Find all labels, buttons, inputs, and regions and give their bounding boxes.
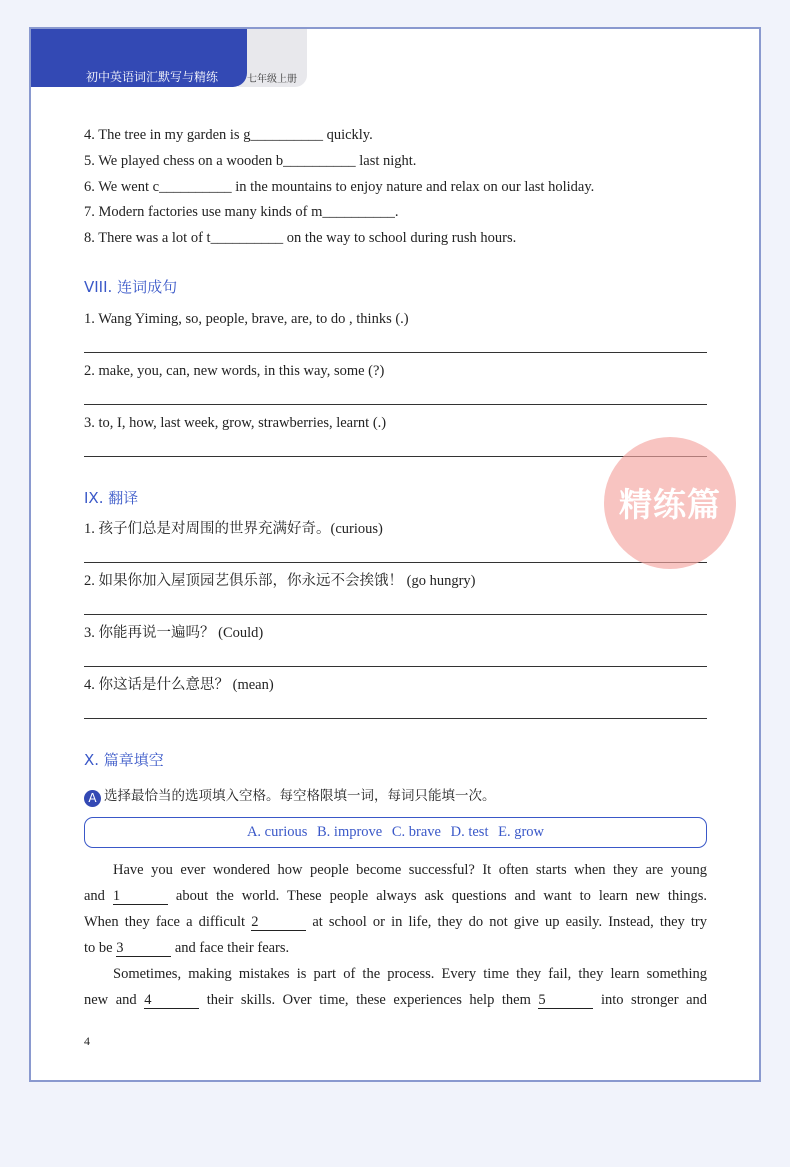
fill-item: 7. Modern factories use many kinds of m__________. (84, 204, 399, 220)
passage-line: Sometimes, making mistakes is part of the process. Every time they fail, they learn something (113, 966, 707, 982)
answer-line (84, 456, 707, 457)
option: A. curious (246, 824, 308, 840)
answer-line (84, 614, 707, 615)
answer-line (84, 666, 707, 667)
instruction-text: 选择最恰当的选项填入空格。每空格限填一词，每词只能填一次。 (104, 788, 496, 804)
answer-line (84, 352, 707, 353)
grade-label: 七年级上册 (247, 74, 297, 85)
fill-item: 4. The tree in my garden is g__________ quickly. (84, 127, 373, 143)
translation-item: 3. 你能再说一遍吗？ (Could) (84, 625, 264, 641)
page-sheet (29, 27, 761, 1082)
instruction (84, 784, 496, 807)
fill-item: 5. We played chess on a wooden b__________ last night. (84, 153, 417, 169)
translation-item: 4. 你这话是什么意思？ (mean) (84, 677, 274, 693)
option: B. improve (317, 824, 383, 840)
blank-3[interactable]: 3 (116, 940, 171, 957)
translation-item: 1. 孩子们总是对周围的世界充满好奇。(curious) (84, 521, 383, 537)
reorder-item: 2. make, you, can, new words, in this way, some (?) (84, 363, 385, 379)
passage-line: and 1 about the world. These people always ask questions and want to learn new things. (84, 888, 708, 904)
passage-line: new and 4 their skills. Over time, these experiences help them 5 into stronger and (84, 992, 708, 1008)
answer-line (84, 404, 707, 405)
header-banner (31, 29, 247, 87)
option: C. brave (391, 824, 441, 840)
grade-tab (238, 29, 307, 87)
fill-item: 6. We went c__________ in the mountains to enjoy nature and relax on our last holiday. (84, 179, 595, 195)
book-title: 初中英语词汇默写与精练 (86, 70, 219, 84)
fill-item: 8. There was a lot of t__________ on the way to school during rush hours. (84, 230, 517, 246)
blank-4[interactable]: 4 (144, 992, 199, 1009)
section-heading-viii: VIII. 连词成句 (84, 278, 178, 296)
translation-item: 2. 如果你加入屋顶园艺俱乐部，你永远不会挨饿！ (go hungry) (84, 573, 476, 589)
passage-line: When they face a difficult 2 at school or in life, they do not give up easily. Instead, they try (84, 914, 708, 930)
options-box (84, 817, 707, 848)
reorder-item: 1. Wang Yiming, so, people, brave, are, to do , thinks (.) (84, 311, 409, 327)
answer-line (84, 562, 707, 563)
blank-1[interactable]: 1 (113, 888, 168, 905)
part-a-badge: A (84, 790, 101, 807)
practice-stamp (604, 437, 736, 569)
blank-2[interactable]: 2 (251, 914, 306, 931)
passage-line: Have you ever wondered how people become successful? It often starts when they are young (113, 862, 707, 878)
reorder-item: 3. to, I, how, last week, grow, strawberries, learnt (.) (84, 415, 387, 431)
section-heading-ix: IX. 翻译 (84, 489, 139, 507)
passage-line: to be 3 and face their fears. (84, 940, 290, 956)
blank-5[interactable]: 5 (538, 992, 593, 1009)
option: D. test (450, 824, 489, 840)
answer-line (84, 718, 707, 719)
option: E. grow (498, 824, 545, 840)
page-number: 4 (84, 1034, 90, 1048)
section-heading-x: X. 篇章填空 (84, 751, 164, 769)
stamp-text: 精练篇 (619, 485, 721, 524)
